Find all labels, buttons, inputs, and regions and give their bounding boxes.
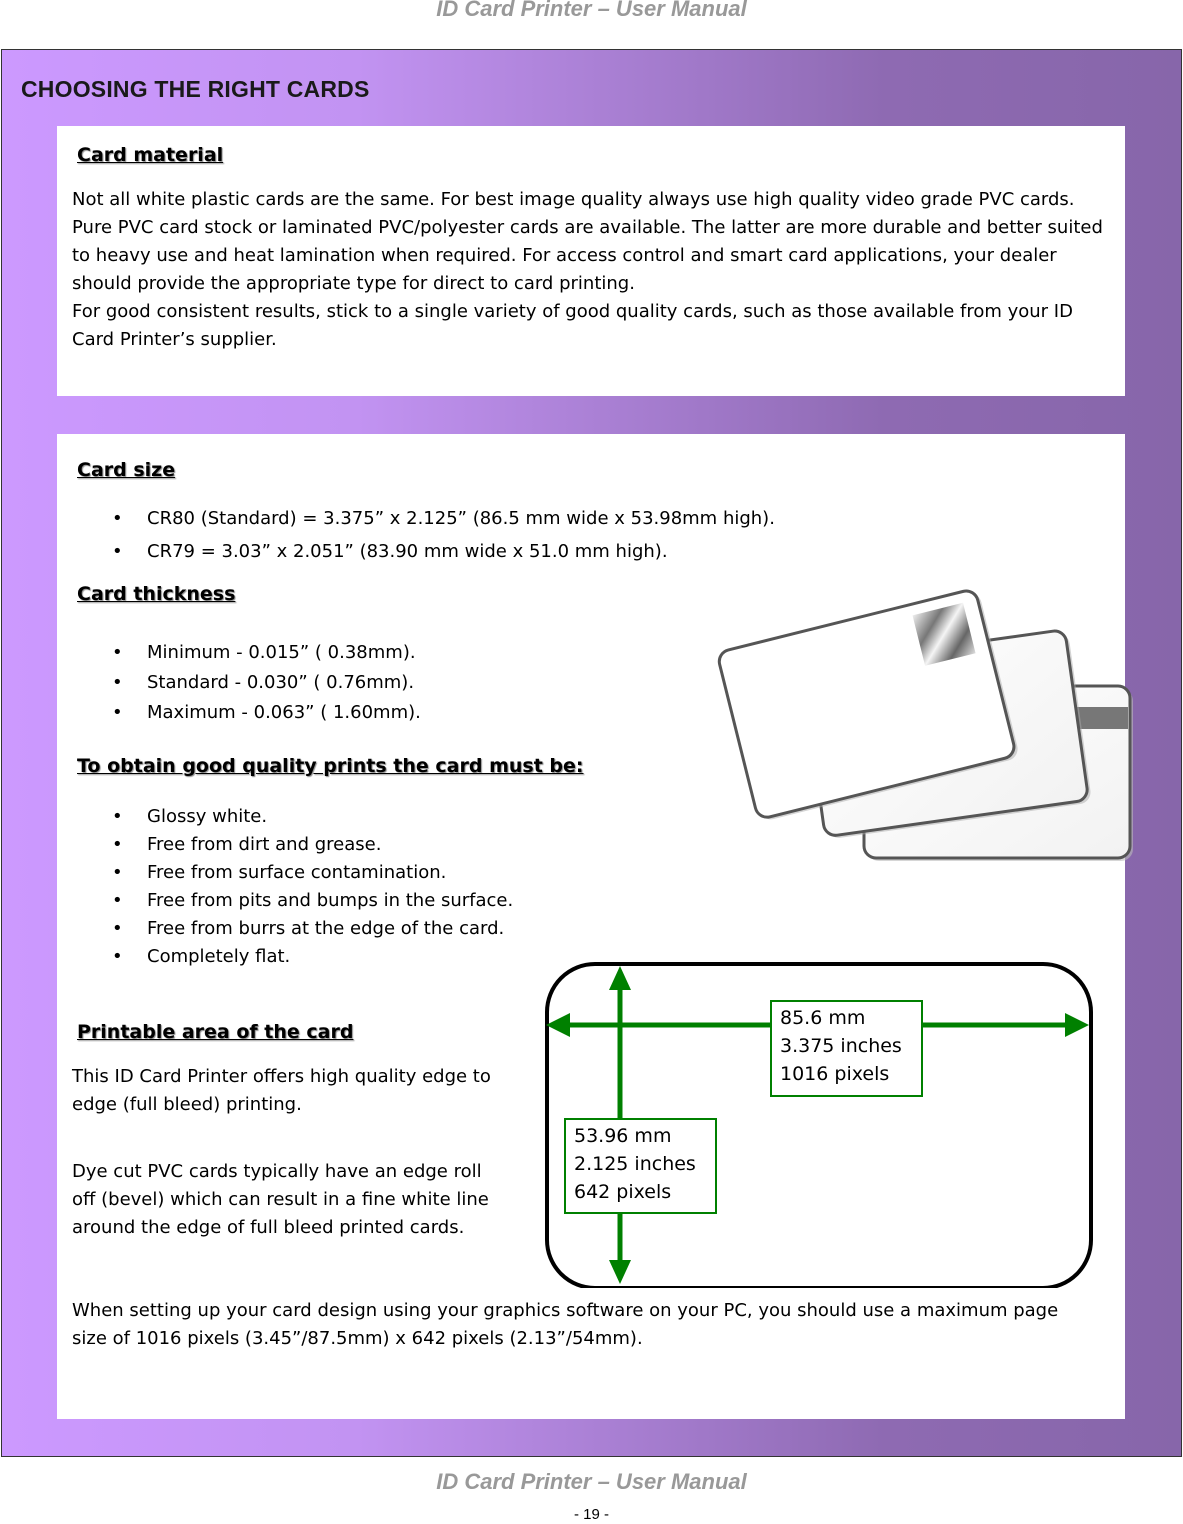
card-thickness-item: • Standard - 0.030” ( 0.76mm). — [72, 668, 421, 698]
width-inches: 3.375 inches — [780, 1035, 902, 1057]
printable-area-heading: Printable area of the card — [77, 1021, 354, 1043]
card-thickness-heading: Card thickness — [77, 583, 236, 605]
card-thickness-item: • Minimum - 0.015” ( 0.38mm). — [72, 638, 421, 668]
height-dimension-label — [564, 1118, 717, 1214]
card-material-paragraph-2: Pure PVC card stock or laminated PVC/polyester cards are available. The latter are more durable and better suited to heavy use and heat lamination when required. For access control and smart card applications, your dealer should provide the appropriate type for direct to card printing. — [72, 217, 1103, 294]
card-material-text — [72, 186, 1112, 354]
header-title: ID Card Printer – User Manual — [436, 0, 747, 21]
card-size-item: • CR80 (Standard) = 3.375” x 2.125” (86.5 mm wide x 53.98mm high). — [72, 502, 775, 535]
section-title: CHOOSING THE RIGHT CARDS — [21, 76, 370, 102]
height-mm: 53.96 mm — [574, 1125, 672, 1147]
card-size-item: • CR79 = 3.03” x 2.051” (83.90 mm wide x 51.0 mm high). — [72, 535, 775, 568]
card-material-paragraph-1: Not all white plastic cards are the same. For best image quality always use high quality video grade PVC cards. — [72, 189, 1075, 210]
card-material-heading: Card material — [77, 144, 224, 166]
footer-title: ID Card Printer – User Manual — [436, 1469, 747, 1494]
height-inches: 2.125 inches — [574, 1153, 696, 1175]
card-size-heading: Card size — [77, 459, 176, 481]
printable-area-paragraph-3: When setting up your card design using your graphics software on your PC, you should use a maximum page size of 1016 pixels (3.45”/87.5mm) x 642 pixels (2.13”/54mm). — [72, 1300, 1059, 1349]
card-specs-panel — [57, 434, 1125, 1419]
quality-item: • Free from dirt and grease. — [72, 831, 513, 859]
quality-item: • Glossy white. — [72, 803, 513, 831]
card-thickness-list — [72, 638, 421, 728]
card-size-list — [72, 502, 775, 568]
quality-item: • Free from surface contamination. — [72, 859, 513, 887]
width-dimension-label — [770, 1000, 923, 1097]
page-number: - 19 - — [573, 1506, 609, 1523]
width-pixels: 1016 pixels — [780, 1063, 890, 1085]
printable-area-paragraph-1: This ID Card Printer offers high quality edge to edge (full bleed) printing. — [72, 1066, 491, 1115]
quality-item: • Free from pits and bumps in the surface. — [72, 887, 513, 915]
card-thickness-item: • Maximum - 0.063” ( 1.60mm). — [72, 698, 421, 728]
card-material-panel — [57, 126, 1125, 396]
quality-heading: To obtain good quality prints the card must be: — [77, 755, 584, 777]
width-mm: 85.6 mm — [780, 1007, 866, 1029]
quality-list — [72, 803, 513, 971]
printable-area-paragraph-2: Dye cut PVC cards typically have an edge roll off (bevel) which can result in a fine white line around the edge of full bleed printed cards. — [72, 1161, 489, 1238]
height-pixels: 642 pixels — [574, 1181, 672, 1203]
quality-item: • Completely flat. — [72, 943, 513, 971]
blank-cards-illustration — [667, 584, 1137, 874]
quality-item: • Free from burrs at the edge of the card. — [72, 915, 513, 943]
card-material-paragraph-3: For good consistent results, stick to a single variety of good quality cards, such as those available from your ID Card Printer’s supplier. — [72, 301, 1073, 350]
